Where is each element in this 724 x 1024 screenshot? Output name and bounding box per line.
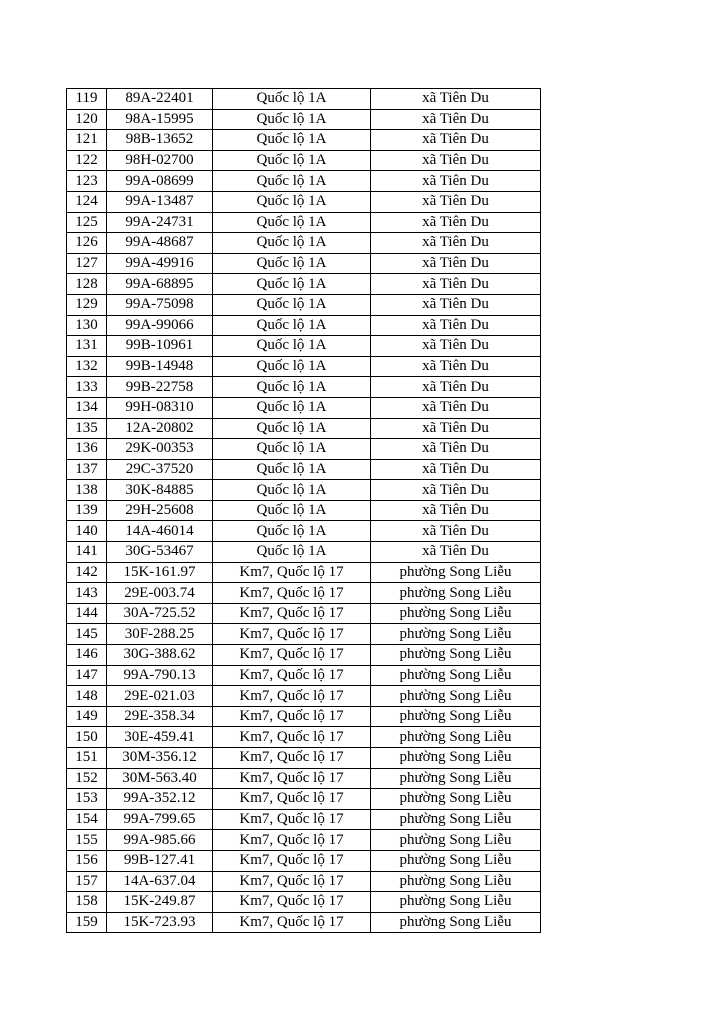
road-location-cell: Quốc lộ 1A (213, 130, 371, 151)
road-location-cell: Quốc lộ 1A (213, 171, 371, 192)
license-plate-cell: 99A-75098 (107, 294, 213, 315)
license-plate-cell: 99B-10961 (107, 336, 213, 357)
row-number-cell: 150 (67, 727, 107, 748)
table-body (67, 89, 541, 933)
row-number-cell: 144 (67, 603, 107, 624)
road-location-cell: Quốc lộ 1A (213, 274, 371, 295)
table-row (67, 748, 541, 769)
license-plate-cell: 29C-37520 (107, 459, 213, 480)
table-row (67, 439, 541, 460)
road-location-cell: Quốc lộ 1A (213, 356, 371, 377)
license-plate-cell: 30G-388.62 (107, 645, 213, 666)
row-number-cell: 120 (67, 109, 107, 130)
table-row (67, 892, 541, 913)
ward-cell: xã Tiên Du (371, 294, 541, 315)
road-location-cell: Quốc lộ 1A (213, 542, 371, 563)
row-number-cell: 128 (67, 274, 107, 295)
road-location-cell: Km7, Quốc lộ 17 (213, 603, 371, 624)
row-number-cell: 140 (67, 521, 107, 542)
row-number-cell: 156 (67, 850, 107, 871)
license-plate-cell: 15K-723.93 (107, 912, 213, 933)
row-number-cell: 123 (67, 171, 107, 192)
ward-cell: phường Song Liễu (371, 789, 541, 810)
ward-cell: xã Tiên Du (371, 336, 541, 357)
table-row (67, 727, 541, 748)
table-row (67, 212, 541, 233)
row-number-cell: 143 (67, 583, 107, 604)
road-location-cell: Quốc lộ 1A (213, 294, 371, 315)
ward-cell: xã Tiên Du (371, 191, 541, 212)
license-plate-cell: 14A-46014 (107, 521, 213, 542)
table-row (67, 377, 541, 398)
ward-cell: phường Song Liễu (371, 727, 541, 748)
road-location-cell: Km7, Quốc lộ 17 (213, 748, 371, 769)
row-number-cell: 147 (67, 665, 107, 686)
row-number-cell: 148 (67, 686, 107, 707)
license-plate-cell: 15K-249.87 (107, 892, 213, 913)
road-location-cell: Km7, Quốc lộ 17 (213, 583, 371, 604)
road-location-cell: Quốc lộ 1A (213, 212, 371, 233)
road-location-cell: Quốc lộ 1A (213, 109, 371, 130)
row-number-cell: 134 (67, 397, 107, 418)
license-plate-cell: 89A-22401 (107, 89, 213, 110)
license-plate-cell: 98A-15995 (107, 109, 213, 130)
ward-cell: xã Tiên Du (371, 109, 541, 130)
road-location-cell: Km7, Quốc lộ 17 (213, 871, 371, 892)
road-location-cell: Quốc lộ 1A (213, 418, 371, 439)
ward-cell: phường Song Liễu (371, 624, 541, 645)
row-number-cell: 152 (67, 768, 107, 789)
ward-cell: xã Tiên Du (371, 171, 541, 192)
table-row (67, 336, 541, 357)
road-location-cell: Quốc lộ 1A (213, 253, 371, 274)
ward-cell: phường Song Liễu (371, 748, 541, 769)
road-location-cell: Km7, Quốc lộ 17 (213, 809, 371, 830)
license-plate-cell: 99A-68895 (107, 274, 213, 295)
road-location-cell: Km7, Quốc lộ 17 (213, 892, 371, 913)
ward-cell: xã Tiên Du (371, 150, 541, 171)
road-location-cell: Quốc lộ 1A (213, 336, 371, 357)
license-plate-cell: 15K-161.97 (107, 562, 213, 583)
table-row (67, 500, 541, 521)
license-plate-cell: 30G-53467 (107, 542, 213, 563)
row-number-cell: 131 (67, 336, 107, 357)
ward-cell: xã Tiên Du (371, 500, 541, 521)
license-plate-cell: 99A-99066 (107, 315, 213, 336)
road-location-cell: Km7, Quốc lộ 17 (213, 912, 371, 933)
row-number-cell: 124 (67, 191, 107, 212)
table-row (67, 542, 541, 563)
license-plate-cell: 99A-13487 (107, 191, 213, 212)
table-row (67, 871, 541, 892)
row-number-cell: 126 (67, 233, 107, 254)
ward-cell: phường Song Liễu (371, 912, 541, 933)
table-row (67, 294, 541, 315)
table-row (67, 233, 541, 254)
row-number-cell: 132 (67, 356, 107, 377)
license-plate-cell: 99B-14948 (107, 356, 213, 377)
license-plate-cell: 29K-00353 (107, 439, 213, 460)
row-number-cell: 121 (67, 130, 107, 151)
table-row (67, 912, 541, 933)
ward-cell: phường Song Liễu (371, 645, 541, 666)
license-plate-cell: 30A-725.52 (107, 603, 213, 624)
road-location-cell: Quốc lộ 1A (213, 377, 371, 398)
ward-cell: phường Song Liễu (371, 583, 541, 604)
road-location-cell: Km7, Quốc lộ 17 (213, 789, 371, 810)
ward-cell: xã Tiên Du (371, 212, 541, 233)
ward-cell: xã Tiên Du (371, 233, 541, 254)
road-location-cell: Quốc lộ 1A (213, 150, 371, 171)
ward-cell: xã Tiên Du (371, 253, 541, 274)
road-location-cell: Km7, Quốc lộ 17 (213, 850, 371, 871)
road-location-cell: Km7, Quốc lộ 17 (213, 686, 371, 707)
license-plate-cell: 99A-49916 (107, 253, 213, 274)
road-location-cell: Quốc lộ 1A (213, 521, 371, 542)
row-number-cell: 153 (67, 789, 107, 810)
row-number-cell: 141 (67, 542, 107, 563)
table-row (67, 521, 541, 542)
table-row (67, 645, 541, 666)
row-number-cell: 157 (67, 871, 107, 892)
road-location-cell: Quốc lộ 1A (213, 459, 371, 480)
ward-cell: xã Tiên Du (371, 459, 541, 480)
license-plate-cell: 99A-799.65 (107, 809, 213, 830)
table-row (67, 315, 541, 336)
license-plate-cell: 99A-352.12 (107, 789, 213, 810)
table-row (67, 459, 541, 480)
license-plate-cell: 30K-84885 (107, 480, 213, 501)
table-row (67, 171, 541, 192)
license-plate-cell: 30E-459.41 (107, 727, 213, 748)
license-plate-cell: 30F-288.25 (107, 624, 213, 645)
table-row (67, 789, 541, 810)
table-row (67, 130, 541, 151)
table-row (67, 109, 541, 130)
table-row (67, 562, 541, 583)
ward-cell: xã Tiên Du (371, 480, 541, 501)
license-plate-cell: 99B-127.41 (107, 850, 213, 871)
ward-cell: xã Tiên Du (371, 542, 541, 563)
row-number-cell: 155 (67, 830, 107, 851)
table-row (67, 850, 541, 871)
table-row (67, 356, 541, 377)
ward-cell: phường Song Liễu (371, 850, 541, 871)
vehicle-records-table (66, 88, 541, 933)
license-plate-cell: 98B-13652 (107, 130, 213, 151)
road-location-cell: Quốc lộ 1A (213, 397, 371, 418)
road-location-cell: Km7, Quốc lộ 17 (213, 768, 371, 789)
license-plate-cell: 29E-021.03 (107, 686, 213, 707)
ward-cell: xã Tiên Du (371, 377, 541, 398)
ward-cell: phường Song Liễu (371, 706, 541, 727)
ward-cell: phường Song Liễu (371, 603, 541, 624)
row-number-cell: 146 (67, 645, 107, 666)
ward-cell: xã Tiên Du (371, 274, 541, 295)
row-number-cell: 138 (67, 480, 107, 501)
road-location-cell: Quốc lộ 1A (213, 89, 371, 110)
road-location-cell: Km7, Quốc lộ 17 (213, 645, 371, 666)
table-row (67, 665, 541, 686)
row-number-cell: 122 (67, 150, 107, 171)
ward-cell: xã Tiên Du (371, 130, 541, 151)
table-row (67, 274, 541, 295)
table-row (67, 418, 541, 439)
row-number-cell: 125 (67, 212, 107, 233)
ward-cell: phường Song Liễu (371, 665, 541, 686)
license-plate-cell: 29H-25608 (107, 500, 213, 521)
row-number-cell: 133 (67, 377, 107, 398)
table-row (67, 397, 541, 418)
license-plate-cell: 99A-24731 (107, 212, 213, 233)
row-number-cell: 159 (67, 912, 107, 933)
row-number-cell: 139 (67, 500, 107, 521)
ward-cell: xã Tiên Du (371, 89, 541, 110)
road-location-cell: Km7, Quốc lộ 17 (213, 706, 371, 727)
table-row (67, 768, 541, 789)
license-plate-cell: 98H-02700 (107, 150, 213, 171)
table-row (67, 583, 541, 604)
ward-cell: xã Tiên Du (371, 418, 541, 439)
table-row (67, 603, 541, 624)
table-row (67, 480, 541, 501)
row-number-cell: 137 (67, 459, 107, 480)
license-plate-cell: 99A-48687 (107, 233, 213, 254)
road-location-cell: Quốc lộ 1A (213, 500, 371, 521)
ward-cell: xã Tiên Du (371, 439, 541, 460)
road-location-cell: Km7, Quốc lộ 17 (213, 665, 371, 686)
table-row (67, 830, 541, 851)
table-row (67, 191, 541, 212)
license-plate-cell: 29E-003.74 (107, 583, 213, 604)
road-location-cell: Quốc lộ 1A (213, 191, 371, 212)
row-number-cell: 127 (67, 253, 107, 274)
road-location-cell: Km7, Quốc lộ 17 (213, 727, 371, 748)
table-row (67, 624, 541, 645)
table-row (67, 150, 541, 171)
ward-cell: phường Song Liễu (371, 871, 541, 892)
road-location-cell: Km7, Quốc lộ 17 (213, 562, 371, 583)
ward-cell: phường Song Liễu (371, 686, 541, 707)
license-plate-cell: 29E-358.34 (107, 706, 213, 727)
row-number-cell: 135 (67, 418, 107, 439)
ward-cell: xã Tiên Du (371, 356, 541, 377)
row-number-cell: 145 (67, 624, 107, 645)
ward-cell: phường Song Liễu (371, 562, 541, 583)
license-plate-cell: 30M-563.40 (107, 768, 213, 789)
table-row (67, 686, 541, 707)
ward-cell: xã Tiên Du (371, 521, 541, 542)
ward-cell: phường Song Liễu (371, 809, 541, 830)
row-number-cell: 130 (67, 315, 107, 336)
ward-cell: phường Song Liễu (371, 830, 541, 851)
table-row (67, 89, 541, 110)
ward-cell: xã Tiên Du (371, 315, 541, 336)
road-location-cell: Quốc lộ 1A (213, 439, 371, 460)
road-location-cell: Km7, Quốc lộ 17 (213, 830, 371, 851)
row-number-cell: 154 (67, 809, 107, 830)
row-number-cell: 136 (67, 439, 107, 460)
road-location-cell: Quốc lộ 1A (213, 315, 371, 336)
table-row (67, 253, 541, 274)
license-plate-cell: 14A-637.04 (107, 871, 213, 892)
road-location-cell: Quốc lộ 1A (213, 480, 371, 501)
row-number-cell: 149 (67, 706, 107, 727)
license-plate-cell: 30M-356.12 (107, 748, 213, 769)
row-number-cell: 158 (67, 892, 107, 913)
license-plate-cell: 99A-985.66 (107, 830, 213, 851)
license-plate-cell: 99A-790.13 (107, 665, 213, 686)
ward-cell: xã Tiên Du (371, 397, 541, 418)
road-location-cell: Km7, Quốc lộ 17 (213, 624, 371, 645)
license-plate-cell: 99B-22758 (107, 377, 213, 398)
road-location-cell: Quốc lộ 1A (213, 233, 371, 254)
table-row (67, 706, 541, 727)
row-number-cell: 142 (67, 562, 107, 583)
license-plate-cell: 99A-08699 (107, 171, 213, 192)
row-number-cell: 119 (67, 89, 107, 110)
row-number-cell: 129 (67, 294, 107, 315)
license-plate-cell: 12A-20802 (107, 418, 213, 439)
row-number-cell: 151 (67, 748, 107, 769)
license-plate-cell: 99H-08310 (107, 397, 213, 418)
ward-cell: phường Song Liễu (371, 768, 541, 789)
ward-cell: phường Song Liễu (371, 892, 541, 913)
table-row (67, 809, 541, 830)
